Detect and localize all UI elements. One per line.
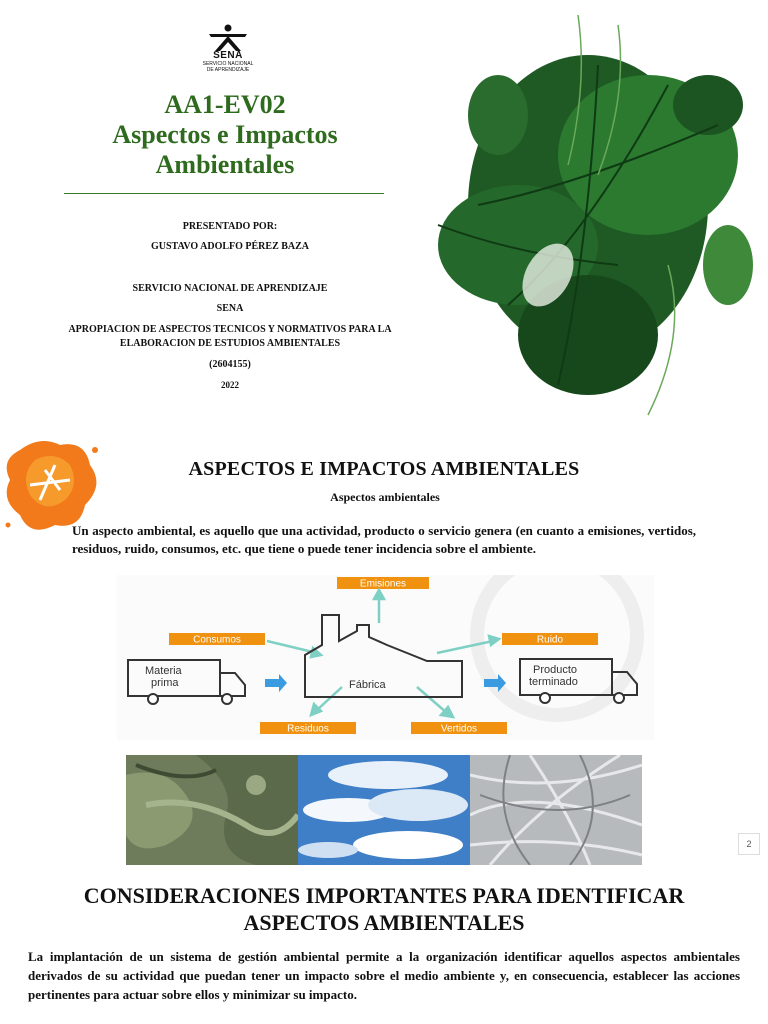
photo-strip xyxy=(126,755,642,865)
title-divider xyxy=(64,193,384,194)
program-line-1: APROPIACION DE ASPECTOS TECNICOS Y NORMATIVOS PARA LA xyxy=(68,324,392,335)
considerations-title-line-1: CONSIDERACIONES IMPORTANTES PARA IDENTIFICAR xyxy=(83,883,685,908)
input-label-1: Materia xyxy=(145,665,182,677)
activity-code: AA1-EV02 xyxy=(164,90,286,119)
definition-paragraph: Un aspecto ambiental, es aquello que una actividad, producto o servicio genera (en cuanto a emisiones, vertidos, residuos, ruido, consumos, etc. que tiene o puede tener incidencia sobre el ambiente. xyxy=(72,523,696,556)
process-diagram xyxy=(117,575,654,740)
author-name: GUSTAVO ADOLFO PÉREZ BAZA xyxy=(150,241,310,252)
label-consumos: Consumos xyxy=(193,634,241,646)
considerations-paragraph: La implantación de un sistema de gestión ambiental permite a la organización identificar aquellos aspectos ambientales derivados de su actividad que puedan tener un impacto sobre el medio ambiente y, en consecuencia, establecer las acciones pertinentes para actuar sobre ellos y minimizar su impacto. xyxy=(28,949,740,1002)
sena-logo xyxy=(196,24,260,73)
label-residuos: Residuos xyxy=(287,723,329,735)
page-number: 2 xyxy=(738,833,760,855)
factory-label: Fábrica xyxy=(349,679,386,691)
slide-subtitle: Aspectos ambientales xyxy=(330,490,440,504)
sena-logo-subtitle-2: DE APRENDIZAJE xyxy=(206,67,250,73)
institution-short: SENA xyxy=(216,303,244,314)
considerations-slide xyxy=(0,872,768,1024)
sena-logo-subtitle-1: SERVICIO NACIONAL xyxy=(202,61,254,67)
sky-clouds-photo xyxy=(298,755,470,865)
institution-name: SERVICIO NACIONAL DE APRENDIZAJE xyxy=(132,283,328,294)
slide-title: ASPECTOS E IMPACTOS AMBIENTALES xyxy=(188,458,580,480)
input-label-2: prima xyxy=(151,677,179,689)
label-ruido: Ruido xyxy=(536,634,564,646)
cover-title xyxy=(60,90,390,180)
considerations-title xyxy=(40,882,728,936)
sena-logo-icon xyxy=(205,24,251,52)
program-code: (2604155) xyxy=(209,359,251,370)
sena-logo-word: SENA xyxy=(213,50,243,61)
rock-texture-photo xyxy=(126,755,298,865)
output-label-2: terminado xyxy=(529,676,578,688)
output-label-1: Producto xyxy=(533,664,578,676)
presented-by-label: PRESENTADO POR: xyxy=(182,221,278,232)
program-line-2: ELABORACION DE ESTUDIOS AMBIENTALES xyxy=(119,338,341,349)
title-line-1: Aspectos e Impactos xyxy=(112,120,338,149)
considerations-title-line-2: ASPECTOS AMBIENTALES xyxy=(243,910,525,935)
fern-leaves-illustration xyxy=(418,5,768,425)
label-emisiones: Emisiones xyxy=(359,578,407,590)
label-vertidos: Vertidos xyxy=(440,723,478,735)
title-line-2: Ambientales xyxy=(155,150,295,179)
metal-scrap-photo xyxy=(470,755,642,865)
cover-slide xyxy=(0,0,768,420)
aspects-slide xyxy=(0,425,768,865)
year: 2022 xyxy=(221,380,239,390)
